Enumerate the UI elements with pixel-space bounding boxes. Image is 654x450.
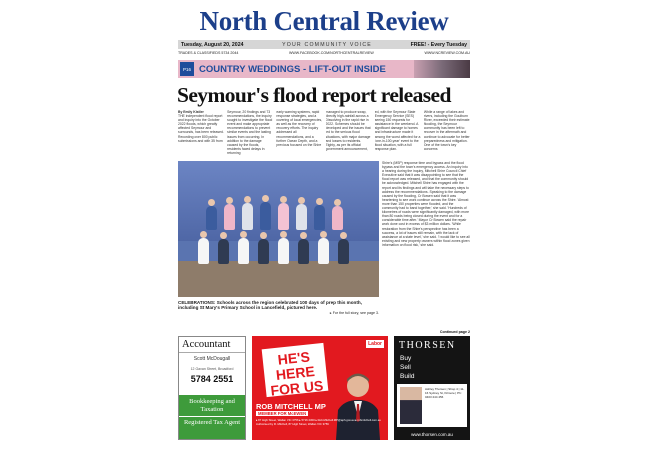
child-figure [318, 238, 329, 264]
labor-mp-ad[interactable] [252, 336, 388, 440]
child-figure [278, 203, 289, 230]
price-text: FREE! - Every Tuesday [410, 41, 467, 48]
child-figure [224, 204, 235, 230]
newspaper-front-page [172, 0, 476, 450]
child-figure [260, 202, 271, 230]
trades-phone: TRADES & CLASSIFIEDS 5734 2044 [178, 51, 239, 55]
facebook-link[interactable]: WWW.FACEBOOK.COM/NORTHCENTRALREVIEW [289, 51, 374, 55]
labor-logo: Labor [368, 341, 382, 347]
child-figure [238, 238, 249, 264]
child-figure [316, 198, 323, 205]
child-figure [314, 205, 325, 230]
story-column: managed to produce swap, directly high-rainfall across a Dissolving in the rapid rise in 2022. Schemes should be developed and the issues that led to the serious flood situations, with major damage and losses to residents. Eighty, as per its official government announcement, [325, 110, 371, 151]
promo-photo [414, 60, 470, 78]
story-columns [178, 110, 470, 158]
child-figure [262, 195, 269, 202]
child-figure [334, 199, 341, 206]
child-figure [320, 231, 327, 238]
caption-text: CELEBRATIONS: Schools across the region celebrated 100 days of prep this month, including St Mary's Primary School in Lancefield, pictured here. [178, 300, 362, 311]
ad-services: Bookkeeping and Taxation [189, 398, 235, 413]
advertising-row [178, 336, 470, 440]
story-column: While a range of lakes and rivers, including the Goulburn River, exceeded their estimate flooding, the Seymour community has been left to recover in the aftermath and continue to advocate for better preparedness and mitigation. One of the town's key concerns [423, 110, 470, 151]
lead-headline: Seymour's flood report released [177, 83, 451, 107]
thorsen-brand: THORSEN [399, 340, 456, 351]
child-figure [338, 239, 349, 264]
continued-note: Continued page 2 [439, 330, 470, 334]
mp-name: ROB MITCHELL MP [256, 402, 326, 411]
ad-phone: 5784 2551 [190, 374, 234, 384]
child-figure [300, 232, 307, 239]
child-figure [296, 204, 307, 230]
contact-strip [178, 51, 470, 57]
accountant-ad[interactable] [178, 336, 246, 440]
child-figure [244, 196, 251, 203]
ad-headline-sign: HE'S HERE FOR US [262, 343, 329, 397]
agent-card [397, 384, 467, 427]
story-column [178, 110, 224, 158]
school-celebration-photo [178, 161, 379, 297]
ad-line-buy: Buy [400, 355, 412, 362]
ad-line-build: Build [400, 373, 415, 380]
promo-banner[interactable] [178, 60, 470, 78]
tagline: YOUR COMMUNITY VOICE [282, 41, 372, 48]
mp-portrait [334, 370, 382, 440]
story-column: early warning systems, rapid response strategies, and a covering of local emergencies, as well as the recovery of recovery efforts. The inquiry addressed all recommendations, and a further Ocean Depth, and a previous focused on the Shire [276, 110, 323, 147]
story-reference: ▸ For the full story, see page 3. [329, 310, 379, 315]
ad-services-block [179, 395, 245, 439]
promo-text: COUNTRY WEDDINGS - LIFT-OUT INSIDE [199, 63, 386, 75]
classroom-floor [178, 261, 379, 297]
ad-authorisation: Authorised by R. Mitchell, 87 High Street, Wallan VIC 3756 [256, 421, 329, 426]
agent-photo [400, 387, 422, 424]
child-figure [198, 238, 209, 264]
child-figure [280, 196, 287, 203]
child-figure [280, 231, 287, 238]
page-badge: P16 [180, 62, 194, 76]
child-figure [258, 239, 269, 264]
mp-details: ▸ 87 High Street, Wallan VIC 3756 ▸ 5716 2300 ▸ Rob.Mitchell.MP@aph.gov.au ▸ robmitchell.com.au [256, 418, 381, 422]
byline: By Emily Kistler [178, 110, 204, 114]
child-figure [340, 232, 347, 239]
child-figure [226, 197, 233, 204]
ad-line-sell: Sell [400, 364, 411, 371]
child-figure [220, 232, 227, 239]
agent-contact: Ashley Thorsen | Shop 4 | 11-16 Sydney St, Kilmore | Ph: 0403 244 456 [425, 387, 465, 399]
story-column: Seymour, 20 findings and 73 recommendations, the inquiry sought to investigate the flood event and make appropriate recommendations to prevent similar events and the lasting issues from occurring. In addition to the damage caused by the floods, residents faced delays in returning [227, 110, 273, 155]
child-figure [218, 239, 229, 264]
child-figure [298, 197, 305, 204]
date-band [178, 40, 470, 49]
thorsen-ad[interactable] [394, 336, 470, 440]
child-figure [298, 239, 309, 264]
story-text: THE independent flood report and inquiry into the October 2022 floods, which greatly affected Seymour and surrounds, has been released. Recording over 800 public submissions and with 35 from [178, 114, 224, 143]
ad-name: Scott McDougall [193, 356, 231, 362]
masthead-title: North Central Review [199, 6, 449, 36]
child-figure [200, 231, 207, 238]
child-figure [332, 206, 343, 230]
child-figure [260, 232, 267, 239]
child-figure [242, 203, 253, 230]
ad-title: Accountant [179, 337, 245, 353]
mp-contact-details [256, 419, 381, 426]
thorsen-url[interactable]: www.thorsen.com.au [411, 432, 453, 437]
ad-address: 12 Gavan Street, Broadford [190, 367, 234, 371]
photo-caption [178, 300, 379, 316]
website-link[interactable]: WWW.NCREVIEW.COM.AU [424, 51, 470, 55]
story-side-column: Shire's (MSP) response time and bypass and the flood bypass and the town's emergency access. An inquiry into a hearing during the inquiry, Mitchell Shire Council Chief Executive said that it was disappointing to see that the flood report was released, and that the community should be acknowledged. Mitchell Shire has engaged with the report and its findings and will take the necessary steps to address the recommendations. Speaking to the damage caused by the flooding, Cr Bowen said that it was heartening to see work continue across the Shire. 'Almost more than 150 properties were flooded, and the community had to band together,' she said. 'Hundreds of kilometres of roads were significantly damaged, with more than 80 roads being closed during the event and for a considerable time after.' Mayor Cr Bowen said the repair work done cost in excess of $3 million dollars. 'While restoration from the Shire's perspective has been a success, a lot of issues still remain, with the lack of assistance at a state level,' she said. 'I would like to see all existing and new property owners within flood zones given information on flood risk,' she said. [382, 161, 470, 247]
ad-badge: Registered Tax Agent [179, 416, 245, 427]
child-figure [278, 238, 289, 264]
child-figure [206, 206, 217, 230]
issue-date: Tuesday, August 20, 2024 [181, 41, 244, 48]
mp-subtitle: MEMBER FOR McEWEN [258, 411, 307, 416]
story-column: ed, with the Seymour State Emergency Service (SES) seeing 150 requests for assistance in the weekend. A significant damage to homes and infrastructure made it among the worst affected for a 'one-in-100-year' event to the flood situation, with a full response plan. [374, 110, 421, 151]
child-figure [240, 231, 247, 238]
child-figure [208, 199, 215, 206]
